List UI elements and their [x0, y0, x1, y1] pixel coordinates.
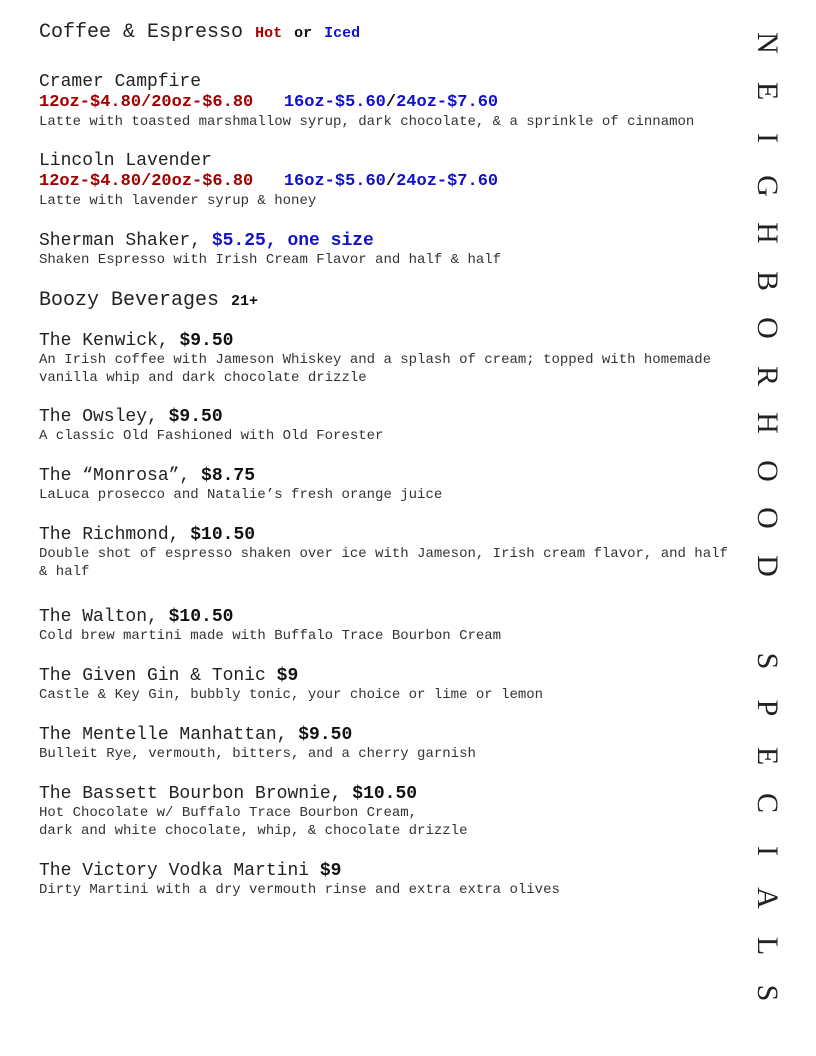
menu-item-bassett-bourbon-brownie — [39, 784, 744, 840]
item-description: Dirty Martini with a dry vermouth rinse and extra extra olives — [39, 882, 560, 898]
item-name: The Owsley, — [39, 407, 169, 427]
menu-content — [39, 21, 744, 899]
boozy-section-title — [39, 289, 744, 314]
item-description-line-1: Hot Chocolate w/ Buffalo Trace Bourbon Cream, — [39, 805, 418, 821]
item-price: $10.50 — [352, 784, 418, 804]
iced-price-large: 24oz-$7.60 — [396, 172, 499, 191]
item-price: $9.50 — [298, 725, 353, 745]
iced-price-small: 16oz-$5.60 — [283, 93, 386, 112]
hot-prices: 12oz-$4.80/20oz-$6.80 — [39, 93, 254, 112]
sidebar-letter: S — [751, 984, 784, 1002]
sidebar-letter: I — [751, 845, 784, 856]
item-description: An Irish coffee with Jameson Whiskey and a splash of cream; topped with homemade vanilla whip and dark chocolate drizzle — [39, 352, 712, 386]
item-description: Latte with lavender syrup & honey — [39, 193, 317, 209]
item-description: Latte with toasted marshmallow syrup, dark chocolate, & a sprinkle of cinnamon — [39, 114, 695, 130]
sidebar-letter: O — [751, 459, 784, 482]
item-name: The Richmond, — [39, 525, 191, 545]
sidebar-letter: B — [751, 270, 784, 291]
item-description: LaLuca prosecco and Natalie’s fresh orange juice — [39, 487, 443, 503]
menu-item-given-gin-tonic — [39, 666, 744, 704]
item-description: A classic Old Fashioned with Old Forester — [39, 428, 384, 444]
item-name-line — [39, 784, 744, 804]
item-name: The Given Gin & Tonic — [39, 666, 277, 686]
sidebar-letter: P — [751, 699, 784, 717]
coffee-section-title — [39, 21, 744, 46]
item-name-line — [39, 466, 744, 486]
item-name: Lincoln Lavender — [39, 151, 212, 171]
sidebar-letter: H — [751, 412, 784, 434]
item-name-line — [39, 231, 744, 251]
sidebar-letter: G — [751, 174, 784, 197]
menu-item-victory-vodka-martini — [39, 861, 744, 899]
item-price: $9.50 — [168, 407, 223, 427]
item-name-line — [39, 666, 744, 686]
sidebar-letter: D — [751, 554, 784, 577]
item-prices — [39, 171, 744, 192]
item-description: Double shot of espresso shaken over ice with Jameson, Irish cream flavor, and half & half — [39, 546, 728, 580]
age-tag: 21+ — [231, 293, 259, 310]
sidebar-letter: O — [751, 507, 784, 529]
sidebar-letter: E — [751, 81, 784, 100]
sidebar-letter: L — [751, 936, 784, 955]
menu-item-kenwick — [39, 331, 744, 387]
item-name: Cramer Campfire — [39, 72, 202, 92]
sidebar-letter: A — [751, 887, 784, 909]
iced-price-separator: / — [385, 172, 397, 191]
sidebar-letter: N — [751, 32, 784, 54]
item-prices — [39, 92, 744, 113]
item-name: The “Monrosa”, — [39, 466, 202, 486]
sidebar-letter: O — [751, 317, 784, 339]
item-price: $10.50 — [168, 607, 234, 627]
item-description: Castle & Key Gin, bubbly tonic, your choice or lime or lemon — [39, 687, 544, 703]
menu-item-lincoln-lavender — [39, 151, 744, 210]
item-price: $9 — [319, 861, 342, 881]
iced-price-large: 24oz-$7.60 — [396, 93, 499, 112]
item-price: $9.50 — [179, 331, 234, 351]
item-name-line — [39, 725, 744, 745]
sidebar-letter: R — [751, 365, 784, 386]
iced-label: Iced — [324, 25, 361, 42]
item-name: The Victory Vodka Martini — [39, 861, 320, 881]
item-description-line-2: dark and white chocolate, whip, & chocolate drizzle — [39, 823, 468, 839]
sidebar-letter: I — [751, 133, 784, 143]
menu-item-mentelle-manhattan — [39, 725, 744, 763]
item-description: Bulleit Rye, vermouth, bitters, and a cherry garnish — [39, 746, 476, 762]
item-name: The Mentelle Manhattan, — [39, 725, 299, 745]
menu-item-sherman-shaker — [39, 231, 744, 269]
item-name-line — [39, 525, 744, 545]
item-name: The Kenwick, — [39, 331, 180, 351]
item-name: The Walton, — [39, 607, 169, 627]
item-name-line — [39, 861, 744, 881]
item-price: $10.50 — [190, 525, 256, 545]
item-name: Sherman Shaker, — [39, 231, 212, 251]
menu-item-richmond — [39, 525, 744, 581]
sidebar-letter: E — [751, 746, 784, 765]
item-name-line — [39, 407, 744, 427]
menu-item-cramer-campfire — [39, 72, 744, 131]
menu-item-walton — [39, 607, 744, 645]
item-price: $8.75 — [201, 466, 256, 486]
menu-item-monrosa — [39, 466, 744, 504]
coffee-title-text: Coffee & Espresso — [39, 21, 244, 44]
hot-label: Hot — [255, 25, 283, 42]
item-price: $5.25, one size — [211, 231, 374, 251]
boozy-title-text: Boozy Beverages — [39, 289, 220, 312]
item-name-line — [39, 607, 744, 627]
item-name-line — [39, 331, 744, 351]
item-name: The Bassett Bourbon Brownie, — [39, 784, 353, 804]
item-description: Shaken Espresso with Irish Cream Flavor and half & half — [39, 252, 502, 268]
sidebar-letter: S — [751, 652, 784, 669]
iced-price-separator: / — [385, 93, 397, 112]
menu-item-owsley — [39, 407, 744, 445]
item-price: $9 — [276, 666, 299, 686]
sidebar-letter: C — [751, 792, 784, 813]
item-description: Cold brew martini made with Buffalo Trace Bourbon Cream — [39, 628, 502, 644]
or-label: or — [294, 25, 313, 42]
hot-prices: 12oz-$4.80/20oz-$6.80 — [39, 172, 254, 191]
iced-price-small: 16oz-$5.60 — [283, 172, 386, 191]
sidebar-letter: H — [751, 222, 784, 244]
